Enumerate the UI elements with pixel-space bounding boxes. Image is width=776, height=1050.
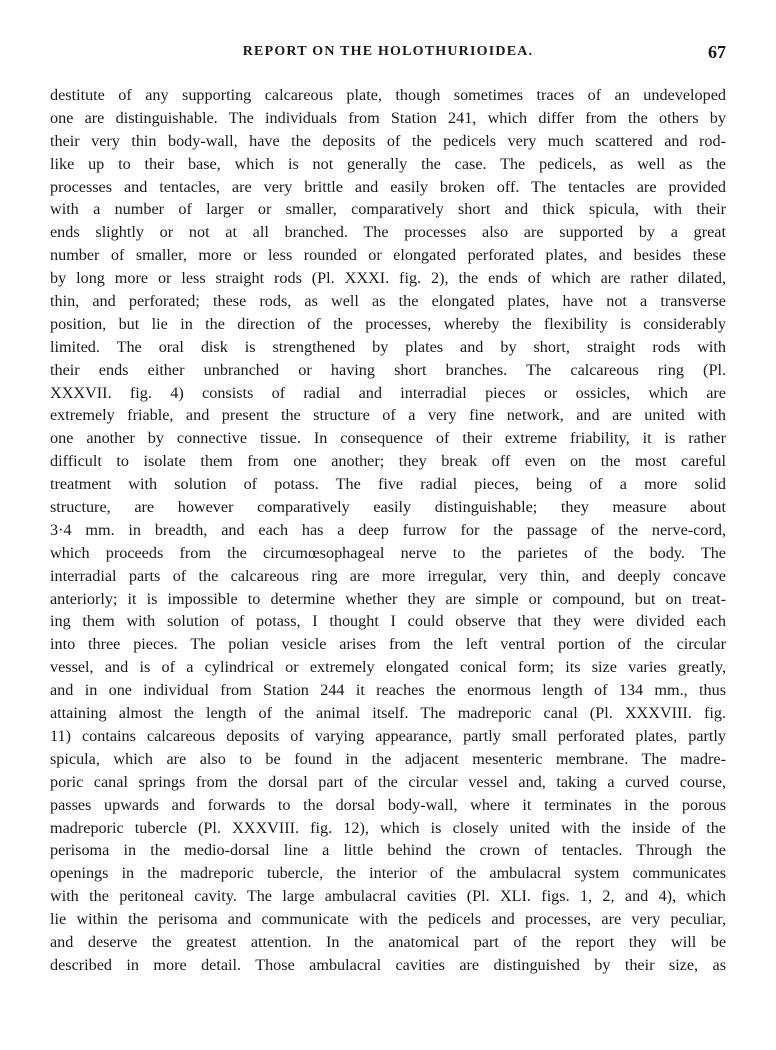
text-line: which proceeds from the circumœsophageal nerve to the parietes of the body. The bbox=[50, 543, 726, 562]
text-line: thin, and perforated; these rods, as well as the elongated plates, have not a transverse bbox=[50, 292, 726, 311]
text-line: like up to their base, which is not generally the case. The pedicels, as well as the bbox=[50, 154, 726, 173]
text-line: 3·4 mm. in breadth, and each has a deep furrow for the passage of the nerve-cord, bbox=[50, 520, 726, 539]
text-line: one another by connective tissue. In consequence of their extreme friability, it is rather bbox=[50, 429, 726, 448]
text-line: lie within the perisoma and communicate with the pedicels and processes, are very peculiar, bbox=[50, 910, 726, 929]
text-line: by long more or less straight rods (Pl. XXXI. fig. 2), the ends of which are rather dilated, bbox=[50, 269, 726, 288]
text-line: described in more detail. Those ambulacral cavities are distinguished by their size, as bbox=[50, 955, 726, 974]
text-line: madreporic tubercle (Pl. XXXVIII. fig. 12), which is closely united with the inside of the bbox=[50, 818, 726, 837]
text-line: their very thin body-wall, have the deposits of the pedicels very much scattered and rod- bbox=[50, 131, 726, 150]
text-line: anteriorly; it is impossible to determine whether they are simple or compound, but on treat- bbox=[50, 589, 726, 608]
text-line: ing them with solution of potass, I thought I could observe that they were divided each bbox=[50, 612, 726, 631]
text-line: perisoma in the medio-dorsal line a little behind the crown of tentacles. Through the bbox=[50, 841, 726, 860]
text-line: and in one individual from Station 244 it reaches the enormous length of 134 mm., thus bbox=[50, 681, 726, 700]
text-line: limited. The oral disk is strengthened by plates and by short, straight rods with bbox=[50, 337, 726, 356]
text-line: one are distinguishable. The individuals from Station 241, which differ from the others by bbox=[50, 108, 726, 127]
text-line: attaining almost the length of the animal itself. The madreporic canal (Pl. XXXVIII. fig. bbox=[50, 704, 726, 723]
text-line: spicula, which are also to be found in the adjacent mesenteric membrane. The madre- bbox=[50, 749, 726, 768]
page-header bbox=[50, 44, 726, 68]
text-line: number of smaller, more or less rounded or elongated perforated plates, and besides these bbox=[50, 246, 726, 265]
page-number: 67 bbox=[708, 42, 726, 62]
text-line: treatment with solution of potass. The five radial pieces, being of a more solid bbox=[50, 475, 726, 494]
body-paragraph bbox=[50, 84, 726, 977]
text-line: difficult to isolate them from one another; they break off even on the most careful bbox=[50, 452, 726, 471]
text-line: openings in the madreporic tubercle, the interior of the ambulacral system communicates bbox=[50, 864, 726, 883]
text-line: extremely friable, and present the structure of a very fine network, and are united with bbox=[50, 406, 726, 425]
text-line: passes upwards and forwards to the dorsal body-wall, where it terminates in the porous bbox=[50, 795, 726, 814]
text-line: processes and tentacles, are very brittle and easily broken off. The tentacles are provided bbox=[50, 177, 726, 196]
text-line: structure, are however comparatively easily distinguishable; they measure about bbox=[50, 498, 726, 517]
text-line: and deserve the greatest attention. In the anatomical part of the report they will be bbox=[50, 932, 726, 951]
running-title: REPORT ON THE HOLOTHURIOIDEA. bbox=[242, 44, 534, 59]
text-line: with a number of larger or smaller, comparatively short and thick spicula, with their bbox=[50, 200, 726, 219]
text-line: XXXVII. fig. 4) consists of radial and interradial pieces or ossicles, which are bbox=[50, 383, 726, 402]
text-line: with the peritoneal cavity. The large ambulacral cavities (Pl. XLI. figs. 1, 2, and 4), which bbox=[50, 887, 726, 906]
text-line: 11) contains calcareous deposits of varying appearance, partly small perforated plates, partly bbox=[50, 726, 726, 745]
text-line: vessel, and is of a cylindrical or extremely elongated conical form; its size varies greatly, bbox=[50, 658, 726, 677]
text-line: position, but lie in the direction of the processes, whereby the flexibility is considerably bbox=[50, 314, 726, 333]
text-line: ends slightly or not at all branched. The processes also are supported by a great bbox=[50, 223, 726, 242]
text-line: poric canal springs from the dorsal part of the circular vessel and, taking a curved course, bbox=[50, 772, 726, 791]
text-line: their ends either unbranched or having short branches. The calcareous ring (Pl. bbox=[50, 360, 726, 379]
text-line: into three pieces. The polian vesicle arises from the left ventral portion of the circular bbox=[50, 635, 726, 654]
text-line: destitute of any supporting calcareous plate, though sometimes traces of an undeveloped bbox=[50, 86, 726, 104]
text-line: interradial parts of the calcareous ring are more irregular, very thin, and deeply concave bbox=[50, 566, 726, 585]
